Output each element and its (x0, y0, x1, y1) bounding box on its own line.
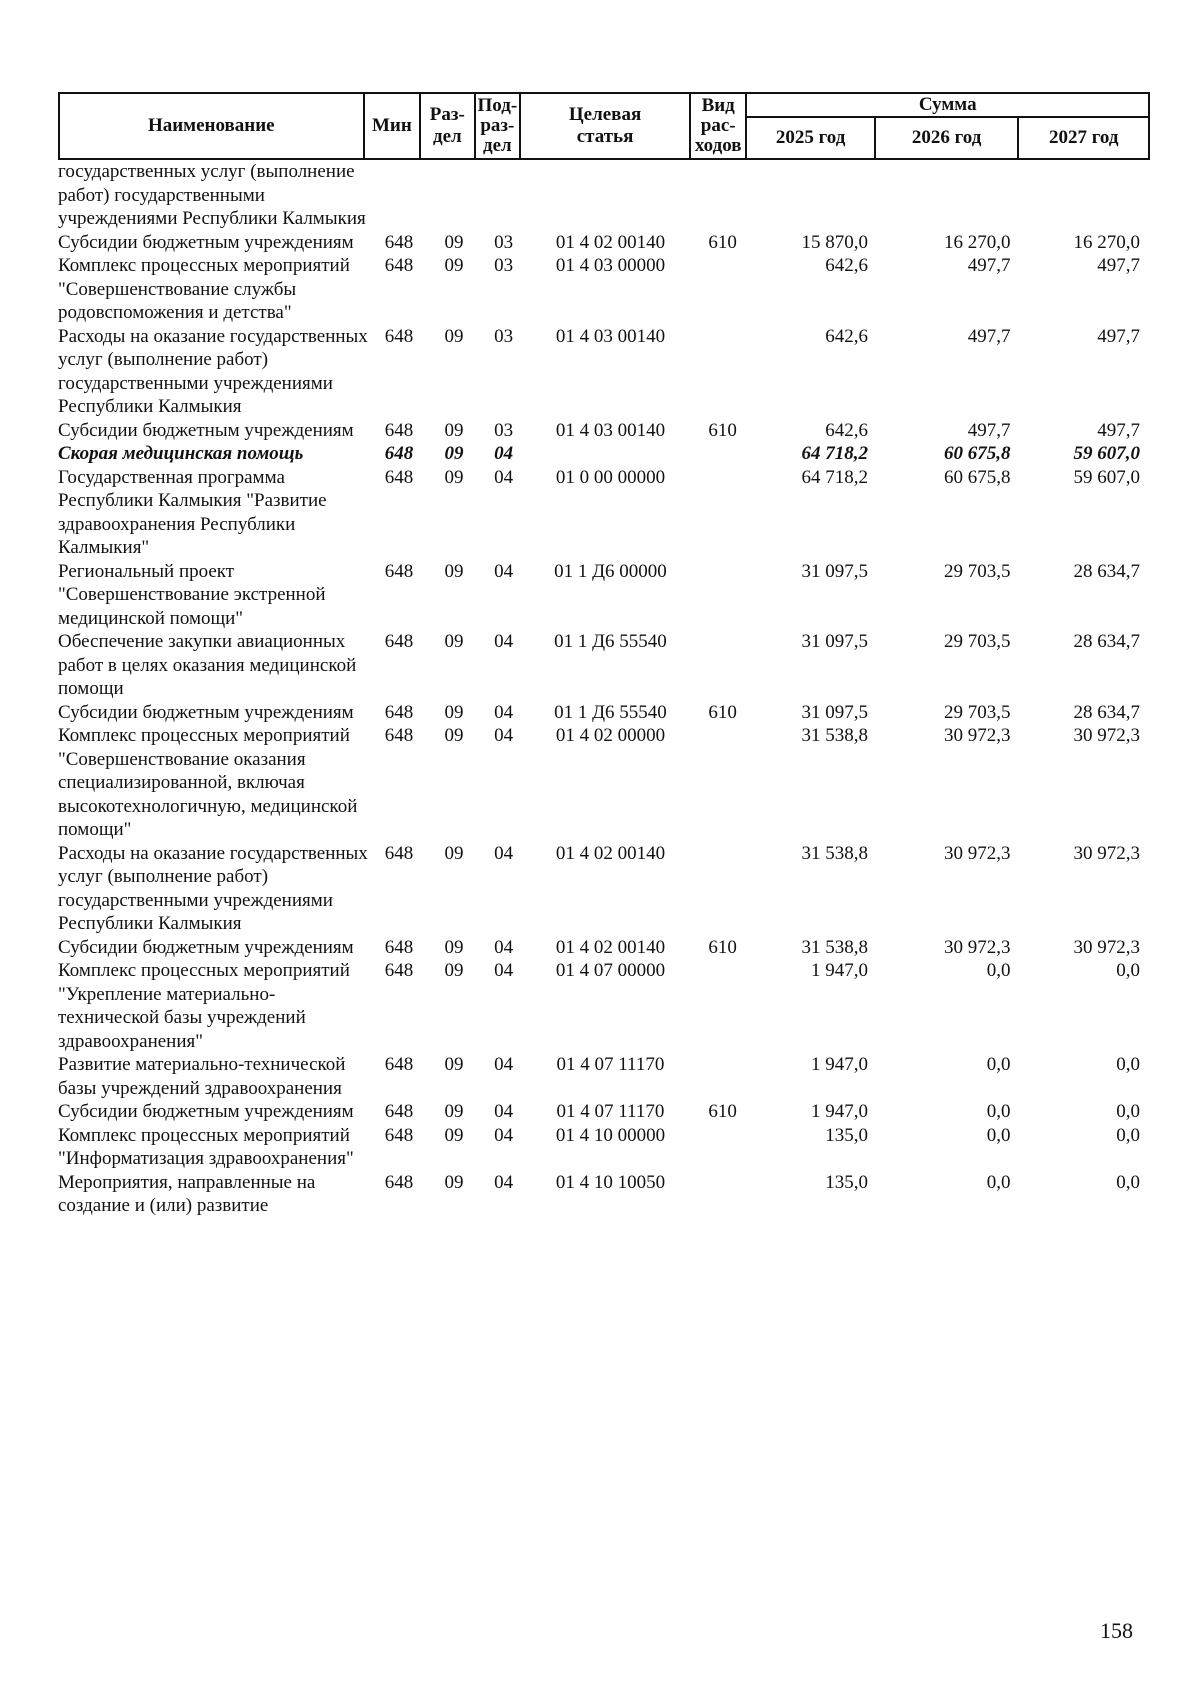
table-cell-vid (695, 724, 751, 842)
table-cell-celevaya: 01 4 07 11170 (556, 1054, 665, 1075)
table-cell-name: Субсидии бюджетным учреждениям (58, 701, 354, 723)
table-cell-2026: 0,0 (986, 960, 1011, 981)
budget-table-page (58, 92, 1150, 1218)
table-cell-podrazdel: 04 (494, 1054, 514, 1075)
table-cell-2027: 30 972,3 (1073, 842, 1140, 864)
table-cell-2027: 30 972,3 (1073, 725, 1140, 746)
header-razdel: Раз- дел (420, 93, 474, 159)
table-row (58, 442, 1150, 466)
table-cell-vid (695, 254, 751, 325)
header-2027: 2027 год (1018, 117, 1149, 159)
table-cell-podrazdel: 04 (494, 631, 514, 652)
table-cell-2027: 30 972,3 (1073, 936, 1140, 958)
table-cell-2025: 64 718,2 (801, 466, 869, 488)
table-cell-vid (695, 842, 751, 936)
table-cell-name: Субсидии бюджетным учреждениям (58, 936, 354, 958)
table-cell-vid (695, 466, 751, 560)
table-cell-2026: 30 972,3 (943, 842, 1011, 864)
table-cell-2026: 60 675,8 (943, 443, 1011, 464)
table-cell-2027: 0,0 (1116, 1171, 1140, 1193)
table-cell-podrazdel: 04 (494, 466, 514, 488)
header-name: Наименование (59, 93, 364, 159)
table-cell-name: Комплекс процессных мероприятий "Совершенствование службы родовспоможения и детства" (58, 255, 350, 323)
table-cell-celevaya: 01 1 Д6 00000 (554, 560, 667, 582)
table-cell-name: Субсидии бюджетным учреждениям (58, 1101, 354, 1122)
table-cell-min: 648 (384, 842, 414, 864)
header-2025: 2025 год (746, 117, 874, 159)
table-row (58, 701, 1150, 725)
table-cell-podrazdel (481, 160, 526, 231)
table-cell-2027 (1020, 160, 1150, 231)
table-row (58, 1124, 1150, 1171)
table-cell-min: 648 (384, 443, 414, 464)
table-cell-name: Комплекс процессных мероприятий "Совершенствование оказания специализированной, включая высокотехнологичную, медицинской помощи" (58, 725, 358, 840)
table-cell-min: 648 (384, 1171, 414, 1193)
table-cell-2026: 29 703,5 (943, 560, 1011, 582)
table-cell-2027: 28 634,7 (1073, 560, 1140, 582)
table-cell-vid (695, 630, 751, 701)
table-cell-razdel: 09 (444, 960, 464, 981)
table-cell-2025: 135,0 (825, 1124, 869, 1146)
table-cell-razdel: 09 (444, 560, 464, 582)
table-cell-2027: 497,7 (1097, 255, 1140, 276)
table-cell-name: государственных услуг (выполнение работ) государственными учреждениями Республики Калмыкия (58, 161, 366, 229)
table-cell-podrazdel: 04 (494, 701, 514, 723)
table-cell-celevaya: 01 1 Д6 55540 (554, 701, 667, 723)
table-cell-podrazdel: 03 (494, 231, 514, 253)
table-cell-celevaya: 01 4 02 00140 (555, 231, 666, 253)
table-cell-2025: 15 870,0 (801, 231, 869, 253)
table-body (58, 160, 1150, 1218)
table-cell-2025: 1 947,0 (811, 1054, 869, 1075)
table-cell-podrazdel: 04 (494, 960, 514, 981)
table-cell-name: Расходы на оказание государственных услуг (выполнение работ) государственными учреждениями Республики Калмыкия (58, 842, 368, 934)
table-cell-2026: 0,0 (986, 1101, 1011, 1122)
table-cell-name: Субсидии бюджетным учреждениям (58, 231, 354, 253)
table-cell-celevaya: 01 4 02 00140 (555, 936, 666, 958)
table-cell-podrazdel: 04 (494, 560, 514, 582)
table-cell-min: 648 (384, 231, 414, 253)
table-cell-razdel: 09 (444, 1171, 464, 1193)
table-cell-2025: 135,0 (825, 1171, 869, 1193)
table-cell-2026: 0,0 (986, 1171, 1011, 1193)
table-cell-2026: 60 675,8 (943, 466, 1011, 488)
table-cell-podrazdel: 04 (494, 1101, 514, 1122)
page-number: 158 (1100, 1618, 1133, 1643)
table-cell-name: Комплекс процессных мероприятий "Укрепление материально-технической базы учреждений здравоохранения" (58, 960, 350, 1052)
table-cell-razdel: 09 (444, 701, 464, 723)
table-cell-min (371, 160, 427, 231)
table-cell-podrazdel: 03 (494, 325, 514, 347)
table-cell-2026: 16 270,0 (943, 231, 1011, 253)
table-cell-vid (695, 160, 751, 231)
table-cell-name: Государственная программа Республики Калмыкия "Развитие здравоохранения Республики Калмыкия" (58, 466, 327, 558)
table-cell-celevaya: 01 1 Д6 55540 (554, 631, 667, 652)
table-cell-razdel: 09 (444, 325, 464, 347)
table-row (58, 466, 1150, 560)
table-cell-min: 648 (384, 1124, 414, 1146)
table-row (58, 724, 1150, 842)
table-cell-celevaya (526, 442, 694, 466)
table-cell-2025: 31 097,5 (801, 701, 869, 723)
table-cell-min: 648 (384, 466, 414, 488)
table-row (58, 254, 1150, 325)
table-cell-name: Скорая медицинская помощь (58, 443, 304, 464)
table-cell-2026: 497,7 (967, 419, 1011, 441)
table-cell-2025: 64 718,2 (801, 443, 869, 464)
table-cell-razdel: 09 (444, 443, 464, 464)
table-cell-name: Развитие материально-технической базы учреждений здравоохранения (58, 1054, 346, 1099)
table-cell-celevaya: 01 4 02 00140 (555, 842, 666, 864)
table-cell-2026: 0,0 (986, 1124, 1011, 1146)
table-cell-name: Обеспечение закупки авиационных работ в целях оказания медицинской помощи (58, 631, 357, 699)
table-cell-celevaya: 01 4 07 00000 (555, 960, 666, 981)
table-cell-2025: 31 097,5 (801, 631, 869, 652)
table-row (58, 419, 1150, 443)
table-cell-vid: 610 (708, 1101, 737, 1122)
table-cell-name: Мероприятия, направленные на создание и (или) развитие (58, 1171, 316, 1216)
table-cell-2026: 0,0 (986, 1054, 1011, 1075)
table-cell-2026: 30 972,3 (943, 725, 1011, 746)
table-cell-razdel: 09 (444, 725, 464, 746)
table-cell-2027: 28 634,7 (1073, 631, 1140, 652)
table-cell-2026: 29 703,5 (943, 701, 1011, 723)
table-cell-2027: 0,0 (1116, 960, 1140, 981)
table-cell-vid (695, 1053, 751, 1100)
table-cell-2025 (751, 160, 878, 231)
table-cell-vid: 610 (708, 936, 737, 958)
table-cell-2025: 642,6 (825, 325, 869, 347)
table-cell-2027: 497,7 (1097, 325, 1140, 347)
table-cell-podrazdel: 04 (494, 1124, 514, 1146)
header-min: Мин (364, 93, 421, 159)
header-podrazdel: Под- раз- дел (475, 93, 521, 159)
table-cell-2026: 30 972,3 (943, 936, 1011, 958)
table-cell-2025: 642,6 (825, 419, 869, 441)
table-row (58, 560, 1150, 631)
table-row (58, 936, 1150, 960)
table-cell-celevaya: 01 0 00 00000 (555, 466, 666, 488)
header-2026: 2026 год (875, 117, 1019, 159)
table-cell-celevaya (526, 160, 694, 231)
table-cell-vid: 610 (708, 701, 737, 723)
table-cell-min: 648 (384, 631, 414, 652)
table-cell-min: 648 (384, 960, 414, 981)
table-cell-2025: 1 947,0 (811, 960, 869, 981)
table-cell-podrazdel: 04 (494, 936, 514, 958)
table-row (58, 1100, 1150, 1124)
table-cell-razdel: 09 (444, 1054, 464, 1075)
table-cell-podrazdel: 04 (494, 842, 514, 864)
table-header (58, 92, 1150, 160)
header-vid-rashodov: Вид рас- ходов (690, 93, 747, 159)
table-cell-celevaya: 01 4 10 10050 (555, 1171, 666, 1193)
table-cell-razdel: 09 (444, 466, 464, 488)
table-cell-2027: 59 607,0 (1073, 466, 1140, 488)
table-cell-name: Региональный проект "Совершенствование экстренной медицинской помощи" (58, 560, 326, 629)
table-cell-name: Субсидии бюджетным учреждениям (58, 419, 354, 441)
table-cell-2025: 31 538,8 (801, 936, 869, 958)
table-cell-razdel: 09 (444, 936, 464, 958)
table-cell-2026: 497,7 (967, 325, 1011, 347)
table-cell-razdel: 09 (444, 1101, 464, 1122)
header-celevaya-statya: Целевая статья (520, 93, 690, 159)
table-cell-name: Расходы на оказание государственных услуг (выполнение работ) государственными учреждениями Республики Калмыкия (58, 325, 368, 417)
table-row (58, 160, 1150, 231)
table-cell-min: 648 (384, 560, 414, 582)
table-cell-celevaya: 01 4 02 00000 (555, 725, 666, 746)
table-cell-podrazdel: 04 (494, 443, 514, 464)
table-cell-razdel: 09 (444, 255, 464, 276)
table-cell-2026: 29 703,5 (943, 631, 1011, 652)
table-cell-vid (695, 325, 751, 419)
table-cell-2025: 1 947,0 (811, 1101, 869, 1122)
table-cell-vid (695, 1124, 751, 1171)
table-cell-2027: 59 607,0 (1073, 443, 1140, 464)
table-cell-vid (695, 1171, 751, 1218)
table-cell-podrazdel: 04 (494, 1171, 514, 1193)
table-cell-razdel (427, 160, 481, 231)
table-cell-vid (695, 560, 751, 631)
table-cell-2027: 16 270,0 (1073, 231, 1140, 253)
table-cell-min: 648 (384, 725, 414, 746)
table-cell-2027: 0,0 (1116, 1101, 1140, 1122)
table-cell-name: Комплекс процессных мероприятий "Информатизация здравоохранения" (58, 1124, 354, 1169)
table-row (58, 630, 1150, 701)
table-cell-2026: 497,7 (967, 255, 1011, 276)
table-cell-razdel: 09 (444, 842, 464, 864)
table-row (58, 842, 1150, 936)
table-cell-min: 648 (384, 1054, 414, 1075)
table-cell-2027: 0,0 (1116, 1054, 1140, 1075)
table-cell-min: 648 (384, 1101, 414, 1122)
table-row (58, 1053, 1150, 1100)
table-cell-vid (695, 959, 751, 1053)
table-cell-min: 648 (384, 255, 414, 276)
table-cell-celevaya: 01 4 10 00000 (555, 1124, 666, 1146)
table-cell-razdel: 09 (444, 1124, 464, 1146)
table-cell-2027: 28 634,7 (1073, 701, 1140, 723)
table-cell-vid: 610 (708, 231, 737, 253)
table-cell-celevaya: 01 4 03 00000 (555, 255, 666, 276)
table-cell-vid (695, 442, 751, 466)
header-summa: Сумма (746, 93, 1149, 117)
table-row (58, 231, 1150, 255)
table-cell-2027: 497,7 (1097, 419, 1140, 441)
table-cell-2025: 31 538,8 (801, 842, 869, 864)
table-cell-min: 648 (384, 419, 414, 441)
table-cell-min: 648 (384, 701, 414, 723)
table-cell-razdel: 09 (444, 631, 464, 652)
table-cell-vid: 610 (708, 419, 737, 441)
table-cell-celevaya: 01 4 03 00140 (555, 325, 666, 347)
table-cell-podrazdel: 03 (494, 419, 514, 441)
table-cell-razdel: 09 (444, 419, 464, 441)
table-cell-2025: 642,6 (825, 255, 869, 276)
table-cell-podrazdel: 03 (494, 255, 514, 276)
table-row (58, 325, 1150, 419)
table-cell-2026 (878, 160, 1020, 231)
table-cell-min: 648 (384, 325, 414, 347)
table-cell-podrazdel: 04 (494, 725, 514, 746)
table-cell-min: 648 (384, 936, 414, 958)
table-cell-celevaya: 01 4 07 11170 (556, 1101, 665, 1122)
table-cell-2025: 31 538,8 (801, 725, 869, 746)
table-row (58, 959, 1150, 1053)
table-cell-celevaya: 01 4 03 00140 (555, 419, 666, 441)
table-cell-razdel: 09 (444, 231, 464, 253)
table-cell-2025: 31 097,5 (801, 560, 869, 582)
table-row (58, 1171, 1150, 1218)
table-cell-2027: 0,0 (1116, 1124, 1140, 1146)
